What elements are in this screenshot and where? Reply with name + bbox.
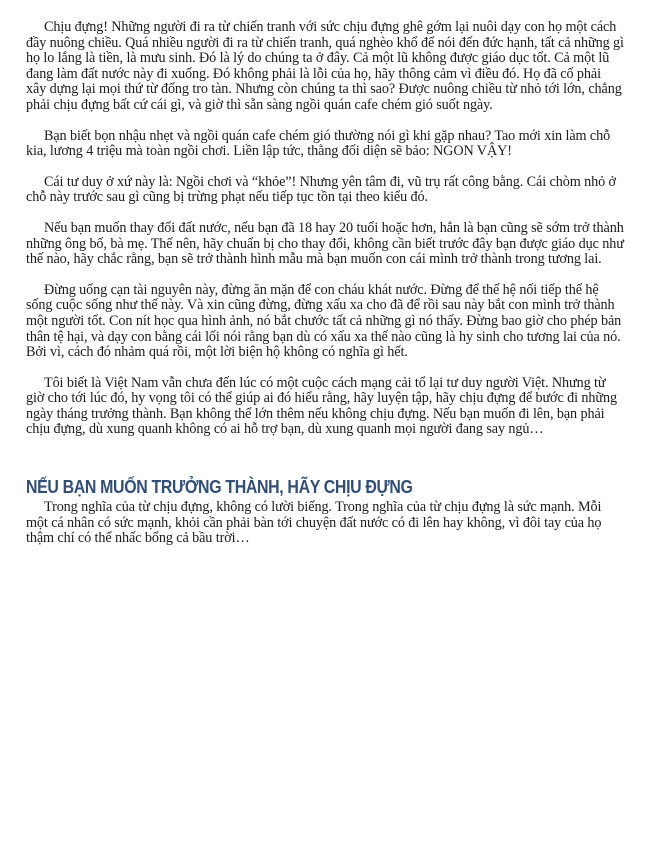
section-paragraph: Trong nghĩa của từ chịu đựng, không có lười biếng. Trong nghĩa của từ chịu đựng là sức mạnh. Mỗi một cá nhân có sức mạnh, khỏi cần phải bàn tới chuyện đất nước có đi lên hay không, vì đôi tay của họ thậm chí có thể nhấc bổng cả bầu trời… xyxy=(26,499,602,547)
body-paragraph: Chịu đựng! Những người đi ra từ chiến tranh với sức chịu đựng ghê gớm lại nuôi dạy con họ một cách đầy nuông chiều. Quá nhiều người đi ra từ chiến tranh, quá nghèo khổ để nói đến đức hạnh, tất cả những gì họ lo lắng là tiền, là mưu sinh. Đó là lý do chúng ta ở đây. Cả một lũ không được giáo dục tốt. Cả một lũ đang làm đất nước này đi xuống. Đó không phải là lỗi của họ, hãy thông cảm vì điều đó. Họ đã cố phải xây dựng lại mọi thứ từ đống tro tàn. Nhưng còn chúng ta thì sao? Được nuông chiều từ nhỏ tới lớn, chẳng phải chịu đựng bất cứ cái gì, và giờ thì sẵn sàng ngồi quán cafe chém gió suốt ngày. xyxy=(26,19,624,113)
body-paragraph: Tôi biết là Việt Nam vẫn chưa đến lúc có một cuộc cách mạng cải tổ lại tư duy người Việt. Nhưng từ giờ cho tới lúc đó, hy vọng tôi có thể giúp ai đó hiểu rằng, hãy luyện tập, hãy chịu đựng để bước đi những ngày tháng trưởng thành. Bạn không thể lớn thêm nếu không chịu đựng. Nếu bạn muốn đi lên, bạn phải chịu đựng, dù xung quanh không có ai hỗ trợ bạn, dù xung quanh mọi người đang say ngủ… xyxy=(26,374,617,438)
body-paragraph: Bạn biết bọn nhậu nhẹt và ngồi quán cafe chém gió thường nói gì khi gặp nhau? Tao mới xin làm chỗ kia, lương 4 triệu mà toàn ngồi chơi. Liền lập tức, thằng đối diện sẽ bảo: NGON VẬY! xyxy=(26,127,611,160)
body-paragraph: Cái tư duy ở xứ này là: Ngồi chơi và “khỏe”! Nhưng yên tâm đi, vũ trụ rất công bằng. Cái chòm nhỏ ở chỗ này trước sau gì cũng bị trừng phạt nếu tiếp tục tồn tại theo kiểu đó. xyxy=(26,173,616,206)
body-paragraph: Đừng uống cạn tài nguyên này, đừng ăn mặn để con cháu khát nước. Đừng để thế hệ nối tiếp thế hệ sống cuộc sống như thế này. Và xin cũng đừng, đừng xấu xa cho đã để rồi sau này bắt con mình trở thành một người tốt. Con nít học qua hình ảnh, nó bắt chước tất cả những gì nó thấy. Đừng bao giờ cho phép bản thân tệ hại, và dạy con bằng cái lối nói rằng bạn dù có xấu xa thế nào cũng là hy sinh cho tương lai của nó. Bởi vì, cách đó nhảm quá rồi, một lời biện hộ không có nghĩa gì hết. xyxy=(26,281,622,361)
section-heading: NẾU BẠN MUỐN TRƯỞNG THÀNH, HÃY CHỊU ĐỰNG xyxy=(26,476,413,498)
body-paragraph: Nếu bạn muốn thay đổi đất nước, nếu bạn đã 18 hay 20 tuổi hoặc hơn, hẳn là bạn cũng sẽ sớm trở thành những ông bố, bà mẹ. Thế nên, hãy chuẩn bị cho thay đổi, không cần biết trước đây bạn được giáo dục như thế nào, hãy chắc rằng, bạn sẽ trở thành hình mẫu mà bạn muốn con cái mình trở thành trong tương lai. xyxy=(26,219,624,268)
document-page xyxy=(26,20,624,547)
